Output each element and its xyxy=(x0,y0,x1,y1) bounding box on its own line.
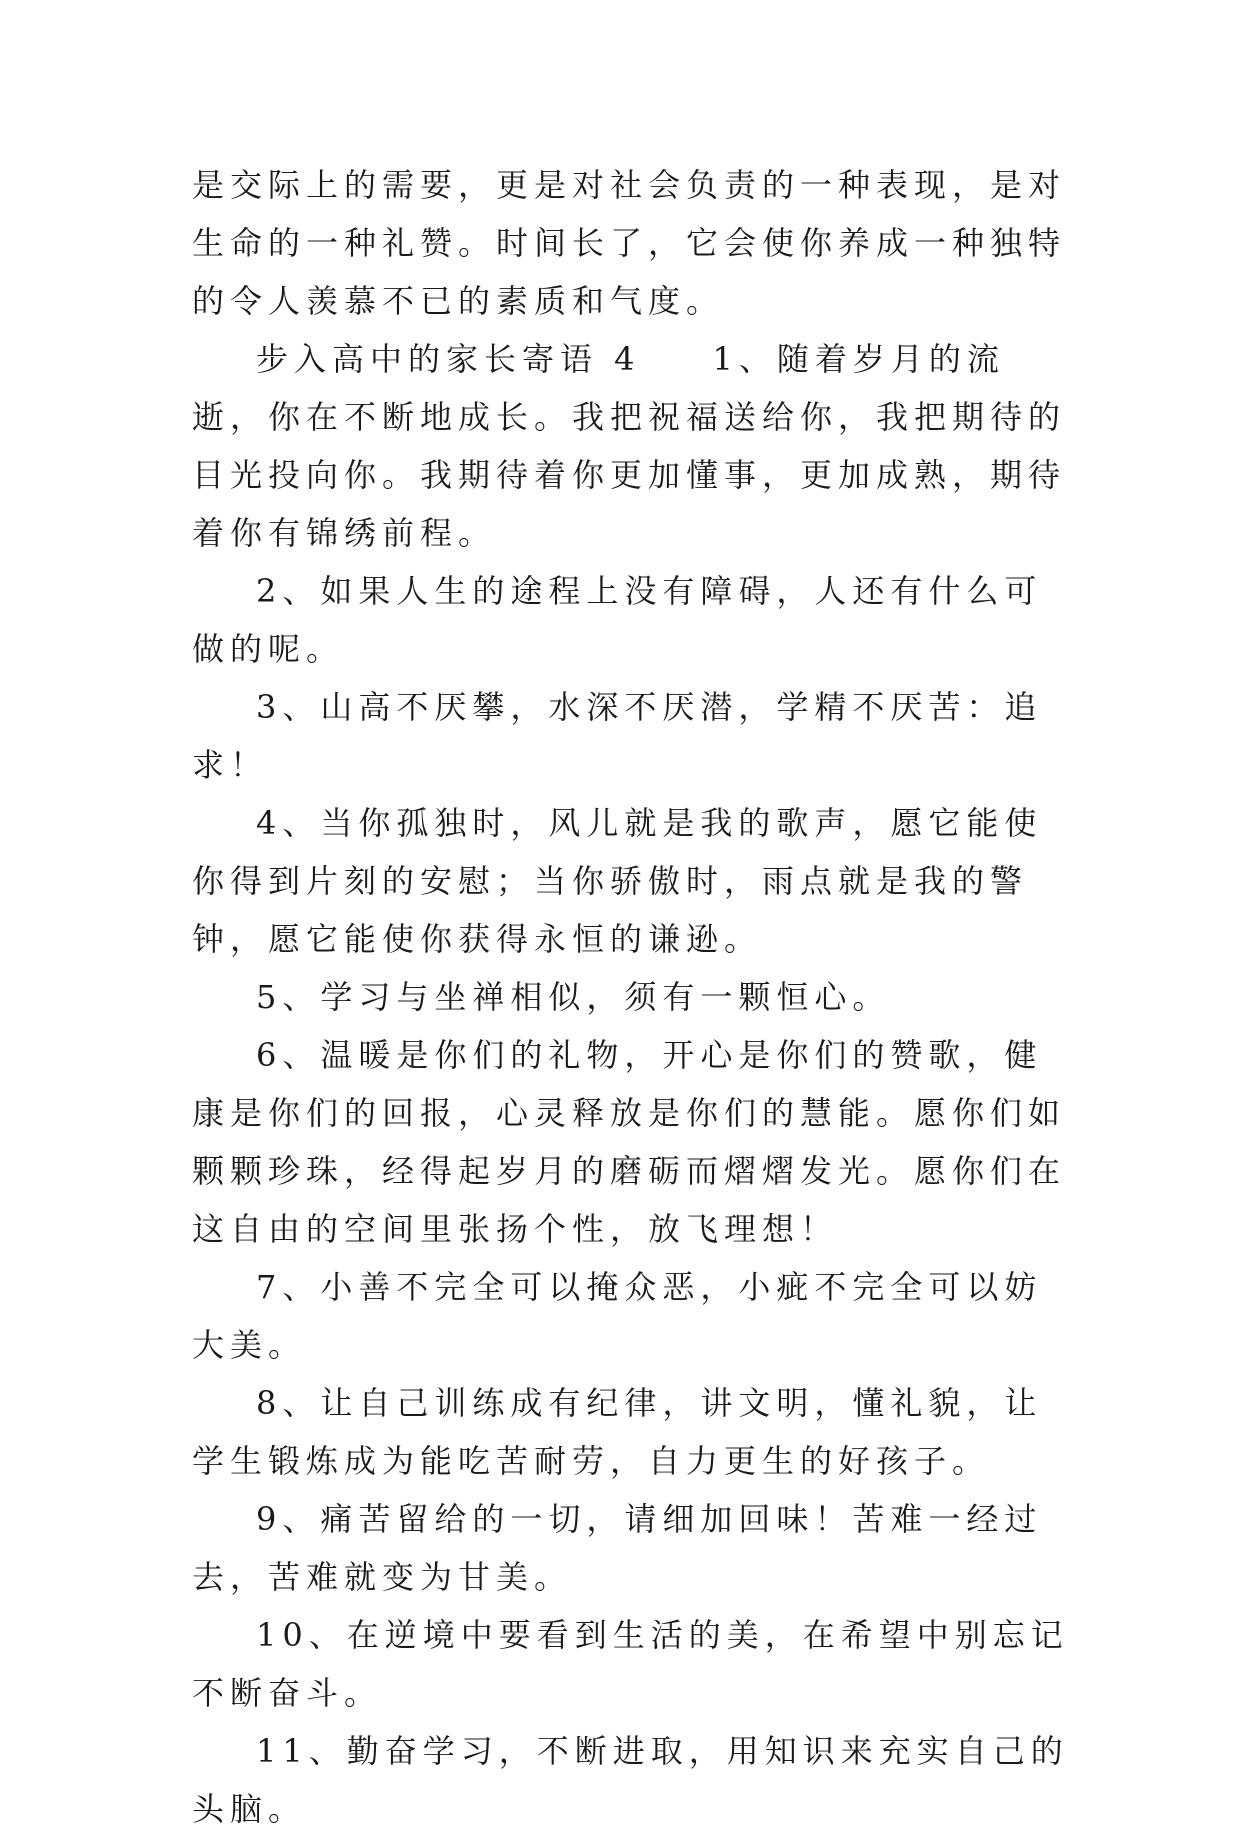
continuation-paragraph: 是交际上的需要，更是对社会负责的一种表现，是对生命的一种礼赞。时间长了，它会使你养成一种独特的令人羡慕不已的素质和气度。 xyxy=(192,166,1067,320)
list-item-8: 8、让自己训练成有纪律，讲文明，懂礼貌，让学生锻炼成为能吃苦耐劳，自力更生的好孩子。 xyxy=(192,1384,1043,1480)
list-item-7: 7、小善不完全可以掩众恶，小疵不完全可以妨大美。 xyxy=(192,1268,1043,1364)
section-title: 步入高中的家长寄语 4 xyxy=(256,340,641,378)
list-item-5: 5、学习与坐禅相似，须有一颗恒心。 xyxy=(256,978,891,1016)
list-item-6: 6、温暖是你们的礼物，开心是你们的赞歌，健康是你们的回报，心灵释放是你们的慧能。愿你们如颗颗珍珠，经得起岁月的磨砺而熠熠发光。愿你们在这自由的空间里张扬个性，放飞理想！ xyxy=(192,1036,1067,1248)
document-body xyxy=(192,156,1072,1838)
section-paragraph xyxy=(192,330,1072,562)
list-item-10: 10、在逆境中要看到生活的美，在希望中别忘记不断奋斗。 xyxy=(192,1616,1069,1712)
list-item-3: 3、山高不厌攀，水深不厌潜，学精不厌苦：追求！ xyxy=(192,688,1043,784)
list-item-11: 11、勤奋学习，不断进取，用知识来充实自己的头脑。 xyxy=(192,1732,1069,1828)
list-item-1: 1、随着岁月的流逝，你在不断地成长。我把祝福送给你，我把期待的目光投向你。我期待着你更加懂事，更加成熟，期待着你有锦绣前程。 xyxy=(192,340,1067,552)
list-item-4: 4、当你孤独时，风儿就是我的歌声，愿它能使你得到片刻的安慰；当你骄傲时，雨点就是我的警钟，愿它能使你获得永恒的谦逊。 xyxy=(192,804,1043,958)
list-item-2: 2、如果人生的途程上没有障碍，人还有什么可做的呢。 xyxy=(192,572,1043,668)
list-item-9: 9、痛苦留给的一切，请细加回味！苦难一经过去，苦难就变为甘美。 xyxy=(192,1500,1043,1596)
